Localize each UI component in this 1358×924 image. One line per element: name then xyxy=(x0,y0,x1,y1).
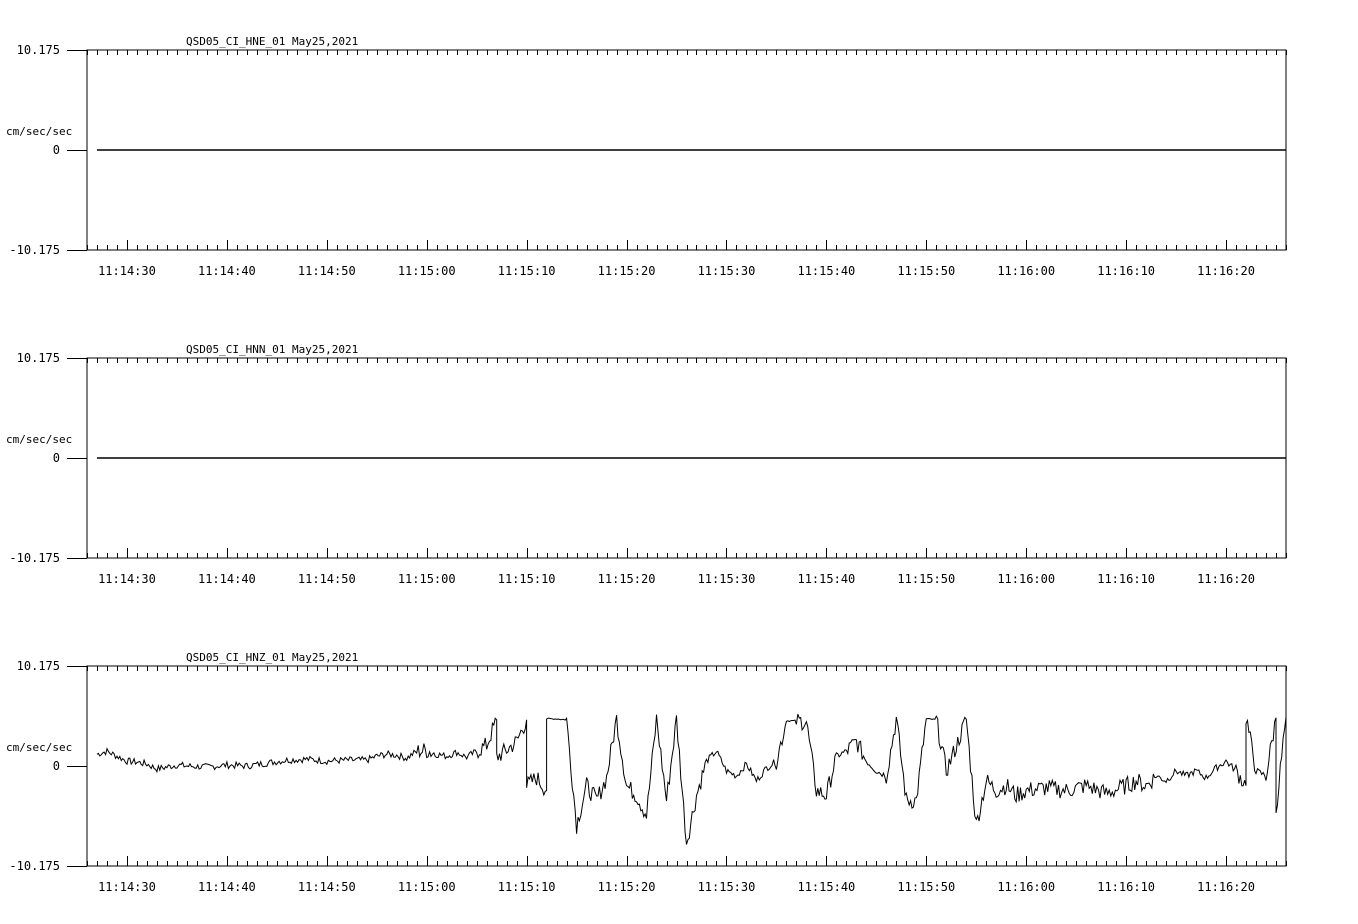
x-tick-label: 11:14:40 xyxy=(197,572,256,586)
x-tick-label: 11:15:10 xyxy=(497,264,556,278)
chart-panel-hnn xyxy=(6,343,1287,586)
x-ticks xyxy=(67,666,1287,867)
chart-title: QSD05_CI_HNE_01 May25,2021 xyxy=(186,35,359,48)
chart-panel-hnz xyxy=(6,651,1287,894)
y-axis-label: cm/sec/sec xyxy=(6,125,73,138)
x-tick-label: 11:16:20 xyxy=(1197,264,1255,278)
x-tick-label: 11:16:00 xyxy=(997,880,1056,894)
x-tick-label: 11:14:50 xyxy=(297,880,356,894)
y-tick-label-zero: 0 xyxy=(52,759,60,773)
x-tick-label: 11:16:20 xyxy=(1197,880,1255,894)
x-tick-label: 11:15:30 xyxy=(697,572,756,586)
x-tick-labels xyxy=(98,572,1255,586)
y-tick-label-bottom: -10.175 xyxy=(9,243,60,257)
x-tick-label: 11:15:20 xyxy=(597,572,656,586)
x-tick-label: 11:14:30 xyxy=(98,572,156,586)
x-tick-label: 11:14:40 xyxy=(197,880,256,894)
x-tick-label: 11:15:20 xyxy=(597,880,656,894)
y-tick-label-top: 10.175 xyxy=(16,659,60,673)
x-tick-label: 11:15:00 xyxy=(397,880,456,894)
y-tick-label-bottom: -10.175 xyxy=(9,859,60,873)
x-tick-label: 11:16:10 xyxy=(1097,880,1156,894)
x-tick-label: 11:15:00 xyxy=(397,572,456,586)
chart-title: QSD05_CI_HNZ_01 May25,2021 xyxy=(186,651,359,664)
y-tick-label-zero: 0 xyxy=(52,451,60,465)
x-tick-label: 11:15:50 xyxy=(897,572,956,586)
x-tick-label: 11:14:30 xyxy=(98,880,156,894)
x-tick-label: 11:14:40 xyxy=(197,264,256,278)
x-tick-label: 11:15:50 xyxy=(897,880,956,894)
x-tick-label: 11:15:10 xyxy=(497,572,556,586)
chart-title: QSD05_CI_HNN_01 May25,2021 xyxy=(186,343,359,356)
x-tick-label: 11:14:50 xyxy=(297,264,356,278)
x-tick-label: 11:15:10 xyxy=(497,880,556,894)
x-tick-label: 11:15:40 xyxy=(797,572,856,586)
x-tick-label: 11:15:40 xyxy=(797,264,856,278)
y-tick-label-top: 10.175 xyxy=(16,351,60,365)
y-axis-label: cm/sec/sec xyxy=(6,741,73,754)
y-axis-label: cm/sec/sec xyxy=(6,433,73,446)
y-tick-label-top: 10.175 xyxy=(16,43,60,57)
x-tick-label: 11:15:40 xyxy=(797,880,856,894)
x-tick-label: 11:16:10 xyxy=(1097,264,1156,278)
x-tick-label: 11:14:50 xyxy=(297,572,356,586)
x-tick-label: 11:16:00 xyxy=(997,264,1056,278)
x-tick-label: 11:16:10 xyxy=(1097,572,1156,586)
x-tick-label: 11:15:30 xyxy=(697,264,756,278)
x-tick-label: 11:15:20 xyxy=(597,264,656,278)
x-tick-labels xyxy=(98,264,1255,278)
y-tick-label-zero: 0 xyxy=(52,143,60,157)
x-tick-label: 11:16:20 xyxy=(1197,572,1255,586)
series-line xyxy=(97,714,1286,844)
x-tick-label: 11:15:00 xyxy=(397,264,456,278)
x-tick-labels xyxy=(98,880,1255,894)
chart-panel-hne xyxy=(6,35,1287,278)
y-tick-label-bottom: -10.175 xyxy=(9,551,60,565)
x-tick-label: 11:14:30 xyxy=(98,264,156,278)
x-tick-label: 11:16:00 xyxy=(997,572,1056,586)
x-tick-label: 11:15:50 xyxy=(897,264,956,278)
x-tick-label: 11:15:30 xyxy=(697,880,756,894)
